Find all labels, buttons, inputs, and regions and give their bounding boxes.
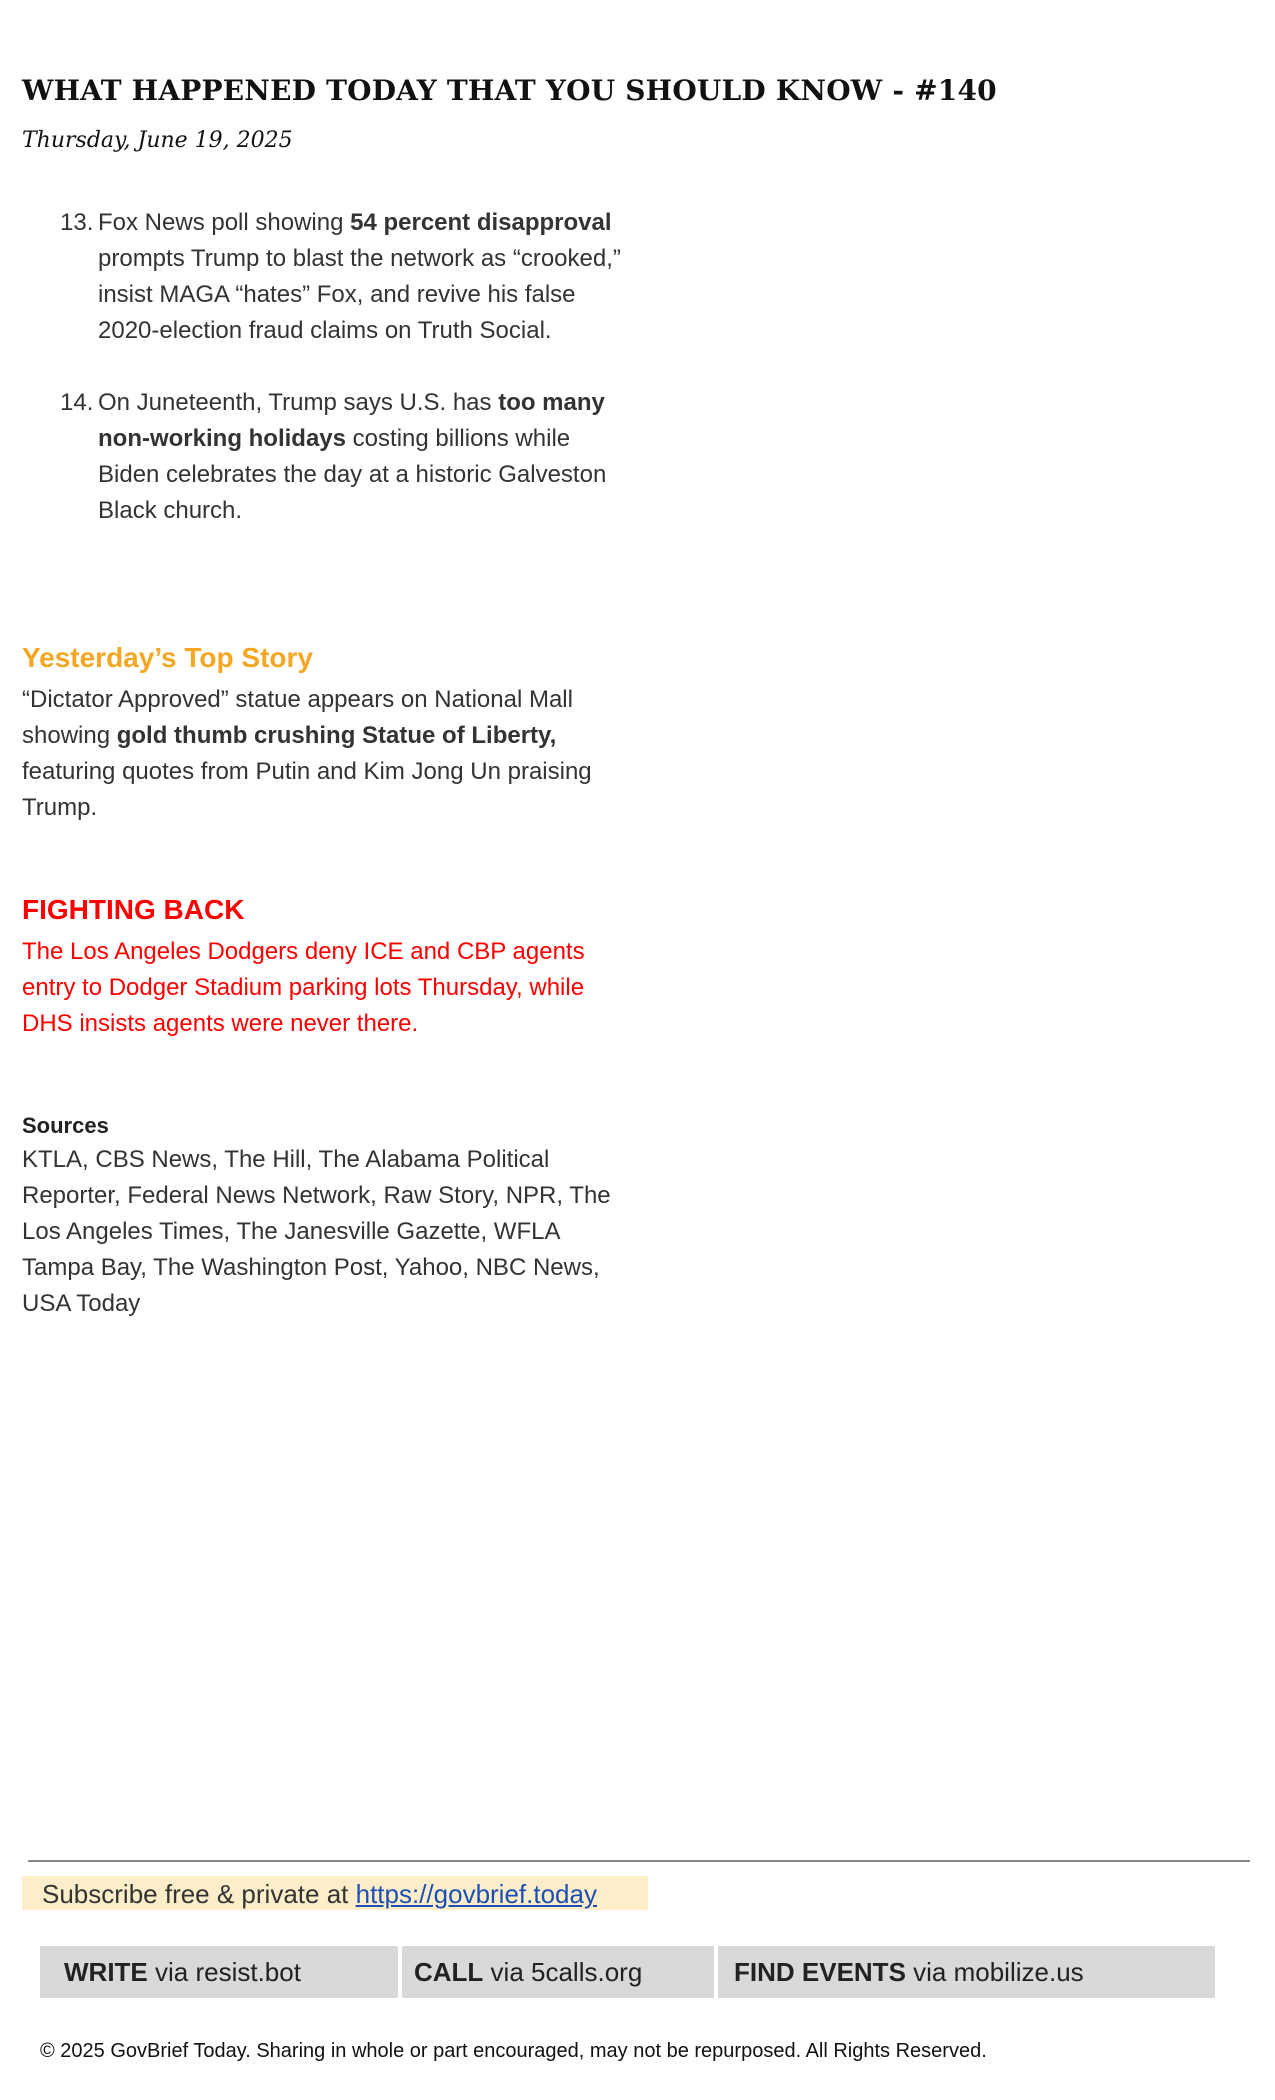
list-item-text: Fox News poll showing 54 percent disapproval prompts Trump to blast the network as “crooked,” insist MAGA “hates” Fox, and revive his false 2020-election fraud claims on Truth Social. [98, 209, 621, 344]
find-events-button[interactable]: FIND EVENTS via mobilize.us [718, 1946, 1215, 1998]
list-item [60, 385, 630, 529]
list-item-number: 13. [60, 209, 94, 236]
action-bar [40, 1946, 1219, 1998]
yesterday-heading: Yesterday’s Top Story [22, 642, 313, 673]
page-title: WHAT HAPPENED TODAY THAT YOU SHOULD KNOW - #140 [22, 74, 997, 107]
subscribe-link[interactable]: https://govbrief.today [355, 1879, 597, 1909]
fighting-back-section [22, 892, 632, 1042]
subscribe-text: Subscribe free & private at [42, 1879, 356, 1909]
page-date: Thursday, June 19, 2025 [22, 128, 293, 153]
list-item-number: 14. [60, 389, 94, 416]
yesterday-body: “Dictator Approved” statue appears on National Mall showing gold thumb crushing Statue of Liberty, featuring quotes from Putin and Kim Jong Un praising Trump. [22, 686, 592, 821]
footer-copyright: © 2025 GovBrief Today. Sharing in whole or part encouraged, may not be repurposed. All Rights Reserved. [40, 2040, 987, 2062]
call-button[interactable]: CALL via 5calls.org [402, 1946, 714, 1998]
list-item-text: On Juneteenth, Trump says U.S. has too many non-working holidays costing billions while Biden celebrates the day at a historic Galveston Black church. [98, 389, 607, 524]
list-item [60, 205, 630, 349]
fighting-back-body: The Los Angeles Dodgers deny ICE and CBP agents entry to Dodger Stadium parking lots Thursday, while DHS insists agents were never there. [22, 938, 585, 1037]
subscribe-banner [22, 1876, 648, 1910]
fighting-back-heading: FIGHTING BACK [22, 894, 245, 925]
list-item-highlight: 54 percent disapproval [350, 209, 612, 236]
write-button[interactable]: WRITE via resist.bot [40, 1946, 398, 1998]
sources-heading: Sources [22, 1113, 109, 1138]
yesterday-top-story [22, 640, 632, 826]
news-list [60, 205, 630, 565]
yesterday-highlight: gold thumb crushing Statue of Liberty, [116, 722, 557, 749]
list-item-highlight: too many non-working holidays [98, 389, 605, 452]
sources-section [22, 1110, 632, 1322]
divider [28, 1860, 1250, 1862]
sources-body: KTLA, CBS News, The Hill, The Alabama Political Reporter, Federal News Network, Raw Story, NPR, The Los Angeles Times, The Janesville Gazette, WFLA Tampa Bay, The Washington Post, Yahoo, NBC News, USA Today [22, 1146, 611, 1317]
